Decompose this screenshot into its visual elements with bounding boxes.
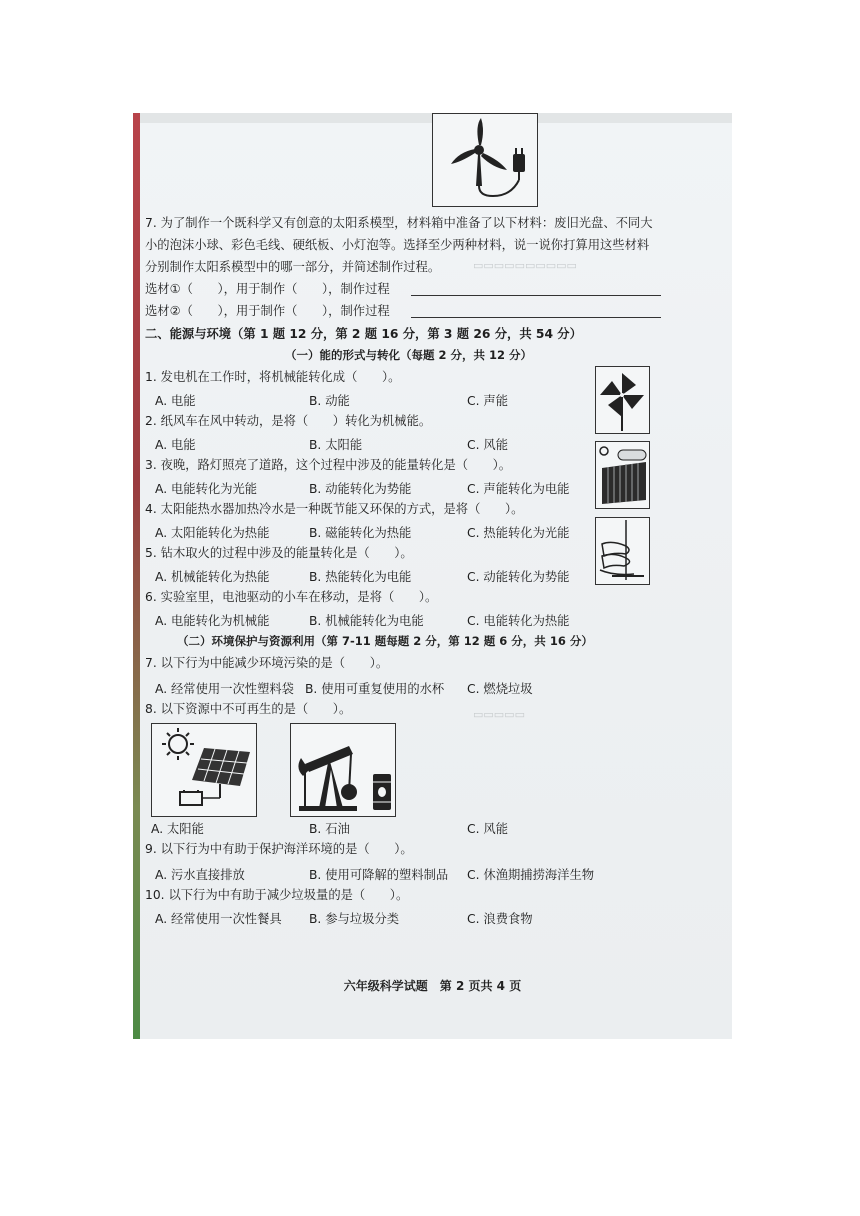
- solar-panel-icon: [151, 723, 257, 817]
- option-b[interactable]: B. 动能转化为势能: [309, 482, 412, 496]
- part-heading: （一）能的形式与转化（每题 2 分，共 12 分）: [285, 348, 533, 362]
- option-a[interactable]: A. 机械能转化为热能: [155, 570, 270, 584]
- option-a[interactable]: A. 电能转化为光能: [155, 482, 258, 496]
- wind-turbine-icon: [432, 113, 538, 207]
- question-stem: 2. 纸风车在风中转动，是将（ ）转化为机械能。: [145, 414, 432, 428]
- question-stem: 8. 以下资源中不可再生的是（ ）。: [145, 702, 352, 716]
- option-c[interactable]: C. 热能转化为光能: [467, 526, 570, 540]
- solar-water-heater-icon: [595, 441, 650, 509]
- q7-line-3: 分别制作太阳系模型中的哪一部分，并简述制作过程。: [145, 260, 441, 274]
- option-b[interactable]: B. 机械能转化为电能: [309, 614, 424, 628]
- option-c[interactable]: C. 声能: [467, 394, 508, 408]
- option-b[interactable]: B. 使用可降解的塑料制品: [309, 868, 449, 882]
- option-b[interactable]: B. 动能: [309, 394, 350, 408]
- option-a[interactable]: A. 电能: [155, 438, 196, 452]
- answer-line[interactable]: [411, 295, 661, 296]
- question-stem: 1. 发电机在工作时，将机械能转化成（ ）。: [145, 370, 401, 384]
- option-a[interactable]: A. 太阳能转化为热能: [155, 526, 270, 540]
- option-b[interactable]: B. 参与垃圾分类: [309, 912, 400, 926]
- question-stem: 7. 以下行为中能减少环境污染的是（ ）。: [145, 656, 389, 670]
- q7-line-1: 7. 为了制作一个既科学又有创意的太阳系模型，材料箱中准备了以下材料：废旧光盘、不同大: [145, 216, 653, 230]
- option-b[interactable]: B. 磁能转化为热能: [309, 526, 412, 540]
- option-c[interactable]: C. 电能转化为热能: [467, 614, 570, 628]
- pinwheel-icon: [595, 366, 650, 434]
- question-stem: 6. 实验室里，电池驱动的小车在移动，是将（ ）。: [145, 590, 438, 604]
- option-a[interactable]: A. 污水直接排放: [155, 868, 245, 882]
- option-c[interactable]: C. 动能转化为势能: [467, 570, 570, 584]
- option-c[interactable]: C. 休渔期捕捞海洋生物: [467, 868, 595, 882]
- page-footer: 六年级科学试题 第 2 页共 4 页: [343, 979, 522, 993]
- option-c[interactable]: C. 浪费食物: [467, 912, 533, 926]
- question-stem: 4. 太阳能热水器加热冷水是一种既节能又环保的方式，是将（ ）。: [145, 502, 524, 516]
- option-a[interactable]: A. 经常使用一次性塑料袋: [155, 682, 294, 696]
- question-stem: 10. 以下行为中有助于减少垃圾量的是（ ）。: [145, 888, 409, 902]
- question-stem: 3. 夜晚，路灯照亮了道路，这个过程中涉及的能量转化是（ ）。: [145, 458, 512, 472]
- q7-choice-1: 选材①（ ），用于制作（ ），制作过程: [145, 282, 390, 296]
- option-c[interactable]: C. 燃烧垃圾: [467, 682, 533, 696]
- option-a[interactable]: A. 电能转化为机械能: [155, 614, 270, 628]
- answer-line[interactable]: [411, 317, 661, 318]
- question-stem: 5. 钻木取火的过程中涉及的能量转化是（ ）。: [145, 546, 413, 560]
- bleed-through: ▭▭▭▭▭▭▭▭▭▭: [473, 259, 577, 272]
- q7-choice-2: 选材②（ ），用于制作（ ），制作过程: [145, 304, 390, 318]
- oil-pump-icon: [290, 723, 396, 817]
- option-c[interactable]: C. 声能转化为电能: [467, 482, 570, 496]
- option-c[interactable]: C. 风能: [467, 438, 508, 452]
- part-heading: （二）环境保护与资源利用（第 7-11 题每题 2 分，第 12 题 6 分，共 16 分）: [177, 634, 593, 648]
- bleed-through: ▭▭▭▭▭: [473, 708, 525, 721]
- option-a[interactable]: A. 电能: [155, 394, 196, 408]
- question-stem: 9. 以下行为中有助于保护海洋环境的是（ ）。: [145, 842, 413, 856]
- q7-line-2: 小的泡沫小球、彩色毛线、硬纸板、小灯泡等。选择至少两种材料，说一说你打算用这些材料: [145, 238, 650, 252]
- option-a[interactable]: A. 太阳能: [151, 822, 204, 836]
- section-heading: 二、能源与环境（第 1 题 12 分，第 2 题 16 分，第 3 题 26 分，共 54 分）: [145, 327, 582, 341]
- hands-rubbing-icon: [595, 517, 650, 585]
- option-b[interactable]: B. 太阳能: [309, 438, 363, 452]
- option-b[interactable]: B. 石油: [309, 822, 350, 836]
- option-c[interactable]: C. 风能: [467, 822, 508, 836]
- scanned-exam-page: [133, 113, 732, 1039]
- option-b[interactable]: B. 使用可重复使用的水杯: [305, 682, 445, 696]
- page-left-edge: [133, 113, 140, 1039]
- option-b[interactable]: B. 热能转化为电能: [309, 570, 412, 584]
- option-a[interactable]: A. 经常使用一次性餐具: [155, 912, 282, 926]
